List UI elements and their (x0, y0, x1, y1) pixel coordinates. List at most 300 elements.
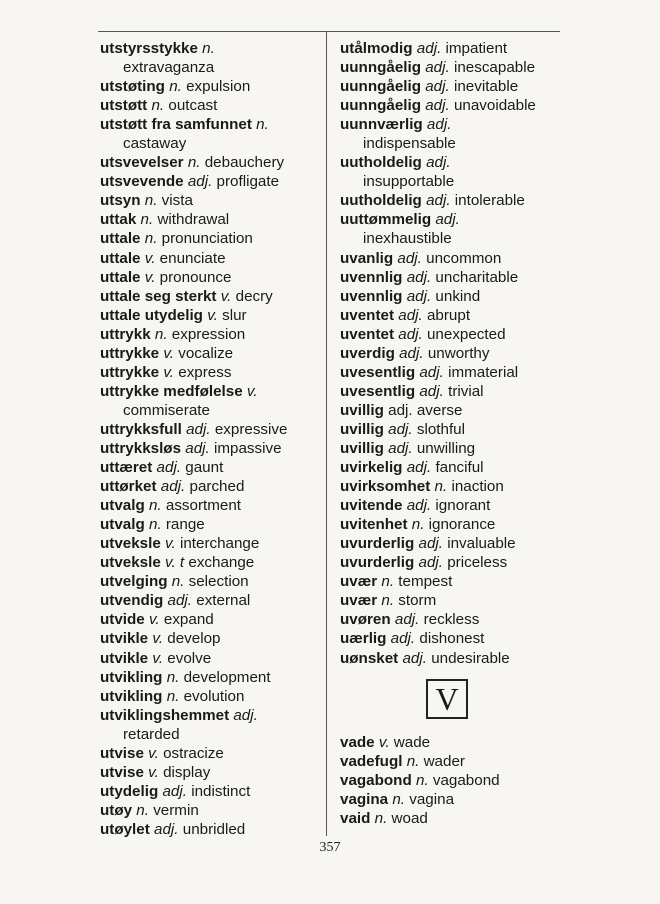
part-of-speech: adj. (233, 706, 258, 724)
definition: interchange (179, 535, 260, 553)
definition: unworthy (427, 344, 490, 362)
dictionary-entry (340, 210, 570, 229)
part-of-speech: n. (166, 668, 180, 686)
definition: outcast (168, 97, 218, 115)
part-of-speech: v. (207, 306, 218, 324)
part-of-speech: adj. (406, 497, 432, 515)
definition: expressive (214, 420, 288, 438)
definition: unavoidable (453, 97, 536, 115)
definition: woad (391, 809, 428, 827)
headword: utsvevende (100, 173, 184, 191)
part-of-speech: adj. (399, 344, 424, 362)
headword: uttale (100, 268, 141, 286)
part-of-speech: adj. (426, 154, 451, 172)
definition: unexpected (426, 325, 506, 343)
headword: utvalg (100, 497, 145, 515)
dictionary-entry (340, 268, 570, 287)
dictionary-entry (340, 249, 570, 268)
headword: utvikling (100, 687, 163, 705)
definition: impassive (214, 439, 282, 457)
part-of-speech: adj. (416, 40, 442, 57)
dictionary-entry (340, 115, 570, 134)
dictionary-entry (100, 268, 322, 287)
dictionary-entry (340, 752, 570, 771)
dictionary-entry (100, 591, 322, 610)
part-of-speech: v. (220, 287, 232, 305)
part-of-speech: adj. (426, 192, 451, 210)
dictionary-entry (340, 306, 570, 325)
headword: utålmodig (340, 40, 413, 57)
headword: uttæret (100, 459, 153, 477)
headword: uønsket (340, 649, 399, 667)
headword: uvirksomhet (340, 478, 431, 496)
definition: inevitable (453, 78, 519, 96)
dictionary-entry (100, 153, 322, 172)
definition: express (178, 363, 232, 381)
headword: uvillig (340, 401, 384, 419)
dictionary-entry (340, 790, 570, 809)
dictionary-entry (100, 496, 322, 515)
dictionary-entry (340, 649, 570, 668)
dictionary-entry (340, 77, 570, 96)
definition: selection (188, 573, 249, 591)
definition: vocalize (178, 344, 234, 362)
dictionary-entry (100, 687, 322, 706)
definition: vagina (409, 790, 455, 808)
dictionary-entry (100, 249, 322, 268)
headword: utstyrsstykke (100, 40, 198, 57)
top-rule (98, 31, 560, 32)
dictionary-entry (340, 382, 570, 401)
part-of-speech: adj. (435, 211, 460, 229)
part-of-speech: v. (163, 363, 175, 381)
dictionary-entry (100, 420, 322, 439)
headword: uttrykksløs (100, 439, 182, 457)
dictionary-entry (100, 629, 322, 648)
headword: uventet (340, 325, 395, 343)
part-of-speech: n. (406, 752, 420, 770)
part-of-speech: v. (163, 344, 175, 362)
page-number: 357 (319, 840, 341, 855)
part-of-speech: adj. (154, 820, 179, 838)
headword: utveksle (100, 554, 161, 572)
part-of-speech: v. (148, 763, 159, 781)
dictionary-entry (100, 782, 322, 801)
definition: indistinct (191, 782, 251, 800)
headword: uverdig (340, 344, 395, 362)
headword: uttrykke (100, 363, 160, 381)
headword: uvurderlig (340, 535, 415, 553)
entry-continuation: extravaganza (123, 59, 215, 77)
definition: gaunt (185, 459, 224, 477)
headword: uvennlig (340, 287, 403, 305)
dictionary-entry (100, 115, 322, 134)
dictionary-entry (100, 477, 322, 496)
headword: utydelig (100, 782, 159, 800)
dictionary-entry (100, 210, 322, 229)
entry-continuation: inexhaustible (363, 230, 452, 248)
headword: uvitenhet (340, 516, 408, 534)
dictionary-entry (340, 809, 570, 828)
headword: uvillig (340, 420, 384, 438)
headword: uvanlig (340, 249, 394, 267)
headword: uttrykk (100, 325, 151, 343)
headword: uttrykke (100, 344, 160, 362)
headword: utvendig (100, 592, 164, 610)
definition: ignorant (435, 497, 491, 515)
headword: uunngåelig (340, 97, 421, 115)
dictionary-entry (100, 515, 322, 534)
definition: withdrawal (157, 211, 230, 229)
headword: uvitende (340, 497, 403, 515)
dictionary-entry (100, 458, 322, 477)
column-divider (326, 31, 327, 836)
part-of-speech: adj. (419, 382, 444, 400)
definition: trivial (448, 382, 484, 400)
part-of-speech: adj. (418, 535, 443, 553)
part-of-speech: adj. (388, 439, 413, 457)
definition: profligate (216, 173, 280, 191)
dictionary-entry (100, 439, 322, 458)
definition: range (165, 516, 205, 534)
definition: unwilling (416, 439, 476, 457)
part-of-speech: v. t (165, 554, 185, 572)
part-of-speech: adj. (406, 459, 432, 477)
part-of-speech: adj. (186, 420, 211, 438)
dictionary-entry (340, 58, 570, 77)
dictionary-entry (100, 382, 322, 401)
dictionary-entry (100, 306, 322, 325)
entry-continuation: commiserate (123, 401, 210, 419)
headword: uutholdelig (340, 154, 422, 172)
dictionary-entry (340, 439, 570, 458)
part-of-speech: n. (374, 809, 388, 827)
definition: unbridled (182, 820, 246, 838)
part-of-speech: n. (256, 116, 269, 134)
headword: utvise (100, 744, 144, 762)
definition: immaterial (448, 363, 519, 381)
headword: uvesentlig (340, 382, 416, 400)
section-letter-box: V (426, 679, 468, 719)
definition: wader (423, 752, 465, 770)
definition: vista (161, 192, 193, 210)
dictionary-entry (100, 363, 322, 382)
definition: display (163, 763, 211, 781)
headword: utvikling (100, 668, 163, 686)
part-of-speech: n. (144, 230, 158, 248)
part-of-speech: adj. (162, 782, 187, 800)
definition: wade (393, 733, 431, 751)
right-column-u-entries (340, 39, 570, 668)
definition: evolution (183, 687, 245, 705)
definition: intolerable (454, 192, 525, 210)
headword: uttale (100, 230, 141, 248)
dictionary-entry (100, 172, 322, 191)
headword: utvise (100, 763, 144, 781)
part-of-speech: n. (171, 573, 185, 591)
part-of-speech: adj. (418, 554, 443, 572)
part-of-speech: n. (148, 516, 162, 534)
part-of-speech: adj. (426, 116, 452, 134)
headword: uttale (100, 249, 141, 267)
part-of-speech: adj. (185, 439, 210, 457)
headword: vade (340, 733, 375, 751)
part-of-speech: adj. (406, 268, 432, 286)
headword: utøylet (100, 820, 150, 838)
definition: abrupt (426, 306, 471, 324)
dictionary-entry (100, 763, 322, 782)
headword: utviklingshemmet (100, 706, 230, 724)
headword: uttale utydelig (100, 306, 203, 324)
definition: inaction (451, 478, 504, 496)
part-of-speech: v. (246, 382, 258, 400)
dictionary-entry (100, 96, 322, 115)
part-of-speech: v. (165, 535, 176, 553)
part-of-speech: adj. (187, 173, 213, 191)
dictionary-entry (340, 191, 570, 210)
part-of-speech: n. (148, 497, 162, 515)
entry-continuation: castaway (123, 135, 187, 153)
part-of-speech: n. (154, 325, 168, 343)
dictionary-entry (100, 801, 322, 820)
definition: exchange (188, 554, 255, 572)
part-of-speech: n. (415, 771, 429, 789)
definition: reckless (423, 611, 480, 629)
part-of-speech: n. (381, 592, 395, 610)
dictionary-entry (340, 325, 570, 344)
dictionary-entry (100, 191, 322, 210)
dictionary-entry (340, 534, 570, 553)
part-of-speech: n. (169, 78, 182, 96)
part-of-speech: v. (144, 268, 156, 286)
definition: storm (398, 592, 437, 610)
definition: decry (235, 287, 273, 305)
definition: external (196, 592, 251, 610)
part-of-speech: v. (144, 249, 156, 267)
dictionary-entry (100, 572, 322, 591)
part-of-speech: n. (166, 687, 180, 705)
part-of-speech: adj. (398, 306, 423, 324)
dictionary-entry (100, 744, 322, 763)
dictionary-entry (340, 363, 570, 382)
definition: impatient (445, 40, 508, 57)
part-of-speech: v. (152, 649, 164, 667)
dictionary-entry (340, 39, 570, 58)
part-of-speech: n. (151, 97, 165, 115)
dictionary-entry (100, 610, 322, 629)
part-of-speech: adj. (167, 592, 193, 610)
definition: undesirable (431, 649, 510, 667)
part-of-speech: adj. (425, 97, 450, 115)
headword: utvikle (100, 630, 149, 648)
definition: priceless (447, 554, 508, 572)
headword: uvirkelig (340, 459, 403, 477)
definition: assortment (165, 497, 241, 515)
headword: uvær (340, 573, 378, 591)
headword: utstøting (100, 78, 165, 96)
dictionary-entry (340, 96, 570, 115)
dictionary-entry (340, 610, 570, 629)
definition: develop (167, 630, 221, 648)
headword: uuttømmelig (340, 211, 432, 229)
dictionary-entry (340, 572, 570, 591)
headword: uunngåelig (340, 78, 421, 96)
definition: unkind (435, 287, 481, 305)
part-of-speech: n. (434, 478, 448, 496)
dictionary-entry (100, 668, 322, 687)
dictionary-entry (340, 153, 570, 172)
dictionary-entry (100, 325, 322, 344)
headword: uunnværlig (340, 116, 423, 134)
headword: uvurderlig (340, 554, 415, 572)
headword: utstøtt fra samfunnet (100, 116, 252, 134)
headword: utvide (100, 611, 145, 629)
headword: vaid (340, 809, 371, 827)
headword: uærlig (340, 630, 387, 648)
headword: utvikle (100, 649, 149, 667)
headword: uvær (340, 592, 378, 610)
definition: slur (222, 306, 247, 324)
dictionary-entry (100, 706, 322, 725)
dictionary-entry (100, 820, 322, 839)
part-of-speech: n. (392, 790, 406, 808)
part-of-speech: adj. (425, 59, 450, 77)
definition: inescapable (453, 59, 536, 77)
dictionary-entry (100, 553, 322, 572)
entry-continuation: indispensable (363, 135, 456, 153)
right-column (340, 39, 570, 828)
headword: uttak (100, 211, 137, 229)
part-of-speech: adj. (160, 478, 186, 496)
part-of-speech: adj. (390, 630, 416, 648)
definition: ostracize (163, 744, 224, 762)
dictionary-entry (340, 401, 570, 420)
headword: utveksle (100, 535, 161, 553)
headword: uttørket (100, 478, 157, 496)
headword: uttale seg sterkt (100, 287, 217, 305)
dictionary-entry (340, 496, 570, 515)
part-of-speech: n. (144, 192, 158, 210)
definition: vagabond (432, 771, 500, 789)
headword: utstøtt (100, 97, 148, 115)
headword: vadefugl (340, 752, 403, 770)
definition: pronounce (159, 268, 232, 286)
headword: uttrykksfull (100, 420, 182, 438)
definition: evolve (167, 649, 212, 667)
definition: averse (416, 401, 463, 419)
definition: enunciate (159, 249, 226, 267)
part-of-speech: adj. (388, 401, 413, 419)
dictionary-entry (340, 515, 570, 534)
dictionary-entry (100, 649, 322, 668)
headword: uvillig (340, 439, 384, 457)
dictionary-entry (100, 344, 322, 363)
part-of-speech: adj. (388, 420, 413, 438)
headword: uutholdelig (340, 192, 422, 210)
definition: vermin (153, 801, 199, 819)
headword: utsyn (100, 192, 141, 210)
dictionary-entry (100, 77, 322, 96)
dictionary-entry (340, 771, 570, 790)
dictionary-entry (340, 733, 570, 752)
part-of-speech: n. (411, 516, 425, 534)
definition: expression (171, 325, 246, 343)
headword: uunngåelig (340, 59, 421, 77)
left-column (100, 39, 322, 839)
dictionary-entry (100, 534, 322, 553)
part-of-speech: adj. (156, 459, 182, 477)
part-of-speech: adj. (397, 249, 422, 267)
headword: utvelging (100, 573, 168, 591)
headword: uttrykke medfølelse (100, 382, 243, 400)
part-of-speech: adj. (425, 78, 450, 96)
dictionary-entry (340, 591, 570, 610)
headword: uvøren (340, 611, 391, 629)
definition: pronunciation (161, 230, 253, 248)
part-of-speech: v. (148, 744, 159, 762)
definition: tempest (398, 573, 453, 591)
dictionary-entry (100, 39, 322, 58)
dictionary-entry (340, 287, 570, 306)
part-of-speech: n. (140, 211, 154, 229)
entry-continuation: retarded (123, 725, 180, 743)
headword: utøy (100, 801, 133, 819)
entry-continuation: insupportable (363, 173, 455, 191)
dictionary-entry (340, 344, 570, 363)
headword: utsvevelser (100, 154, 184, 172)
dictionary-entry (340, 629, 570, 648)
dictionary-entry (100, 229, 322, 248)
headword: utvalg (100, 516, 145, 534)
definition: uncommon (426, 249, 502, 267)
definition: ignorance (428, 516, 496, 534)
part-of-speech: adj. (398, 325, 423, 343)
part-of-speech: n. (381, 573, 395, 591)
part-of-speech: adj. (406, 287, 432, 305)
dictionary-entry (340, 477, 570, 496)
definition: parched (189, 478, 245, 496)
definition: expand (163, 611, 214, 629)
part-of-speech: n. (202, 40, 215, 57)
headword: vagina (340, 790, 389, 808)
right-column-v-entries (340, 733, 570, 828)
definition: expulsion (186, 78, 251, 96)
definition: slothful (416, 420, 465, 438)
headword: uventet (340, 306, 395, 324)
part-of-speech: adj. (419, 363, 444, 381)
definition: development (183, 668, 271, 686)
definition: fanciful (435, 459, 484, 477)
dictionary-entry (340, 458, 570, 477)
headword: uvesentlig (340, 363, 416, 381)
dictionary-entry (340, 420, 570, 439)
part-of-speech: adj. (394, 611, 420, 629)
dictionary-entry (100, 287, 322, 306)
definition: invaluable (447, 535, 516, 553)
part-of-speech: v. (148, 611, 160, 629)
headword: uvennlig (340, 268, 403, 286)
part-of-speech: v. (378, 733, 390, 751)
dictionary-entry (340, 553, 570, 572)
definition: debauchery (204, 154, 285, 172)
part-of-speech: n. (187, 154, 201, 172)
definition: uncharitable (435, 268, 519, 286)
definition: dishonest (419, 630, 485, 648)
part-of-speech: adj. (402, 649, 427, 667)
headword: vagabond (340, 771, 412, 789)
part-of-speech: n. (136, 801, 149, 819)
part-of-speech: v. (152, 630, 164, 648)
